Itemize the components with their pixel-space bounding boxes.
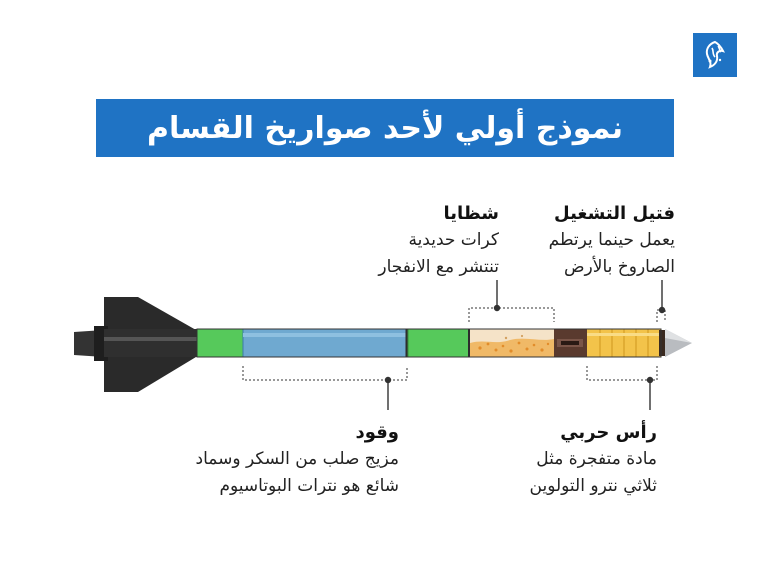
label-warhead (530, 419, 657, 500)
label-fuel (196, 419, 399, 500)
label-fuse-line2: الصاروخ بالأرض (564, 257, 675, 277)
rear-green-section (197, 329, 243, 357)
label-fuse (549, 200, 675, 281)
label-fuel-heading: وقود (355, 422, 399, 443)
label-warhead-line2: ثلاثي نترو التولوين (529, 476, 657, 496)
fragments-bracket (469, 308, 554, 322)
label-warhead-line1: مادة متفجرة مثل (536, 449, 657, 469)
label-fuse-line1: يعمل حينما يرتطم (548, 230, 675, 250)
label-fragments-heading: شظايا (443, 203, 499, 224)
label-fragments-line1: كرات حديدية (408, 230, 499, 250)
fuse-mechanism (554, 329, 587, 357)
label-fragments-line2: تنتشر مع الانفجار (378, 257, 499, 277)
warhead-section (587, 329, 661, 357)
tail-body (104, 329, 198, 357)
label-fuel-line2: شائع هو نترات البوتاسيوم (219, 476, 399, 496)
fuel-bracket (243, 366, 407, 380)
label-fragments (378, 200, 499, 281)
label-fuse-heading: فتيل التشغيل (554, 203, 675, 224)
fragments-section (470, 329, 554, 357)
warhead-bracket (587, 366, 657, 380)
page-title-text: نموذج أولي لأحد صواريخ القسام (147, 110, 623, 146)
label-warhead-heading: رأس حربي (560, 422, 657, 443)
label-fuel-line1: مزيج صلب من السكر وسماد (195, 449, 399, 469)
mid-green-section (408, 329, 469, 357)
